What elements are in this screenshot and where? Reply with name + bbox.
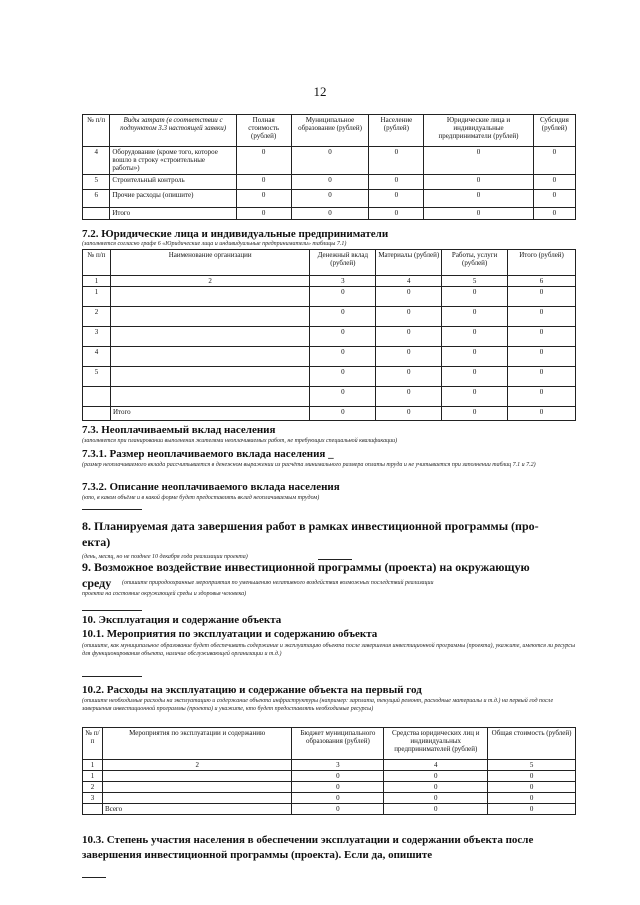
cell: Оборудование (кроме того, которое вошло в строку «строительные работы») [110, 147, 236, 175]
section-10-3-title-line1: 10.3. Степень участия населения в обеспечении эксплуатации и содержании объекта после [82, 834, 534, 846]
cell: 0 [442, 407, 508, 421]
cell: Строительный контроль [110, 175, 236, 190]
cell [102, 782, 291, 793]
cell: 3 [292, 760, 384, 771]
table-cost-types [82, 114, 576, 220]
cell: 4 [384, 760, 488, 771]
cell: 0 [292, 782, 384, 793]
table-maintenance-costs [82, 727, 576, 815]
section-7-3-1-note: (размер неоплачиваемого вклада рассчитывается в денежном выражении из расчёта минимального размера оплаты труда и не учитывается при заполнении таблиц 7.1 и 7.2) [82, 462, 536, 468]
cell: 0 [442, 367, 508, 387]
cell [110, 307, 309, 327]
table-header-row [83, 250, 576, 276]
cell: 0 [533, 190, 575, 208]
cell [110, 327, 309, 347]
table-total-row [83, 208, 576, 220]
table-row [83, 327, 576, 347]
cell: 6 [508, 276, 576, 287]
cell: 0 [310, 367, 376, 387]
cell: 0 [488, 782, 576, 793]
cell: Всего [102, 804, 291, 815]
cell: 3 [83, 793, 103, 804]
cell: 1 [83, 760, 103, 771]
cell: 0 [533, 208, 575, 220]
cell: 0 [369, 147, 424, 175]
col-header: Средства юридических лиц и индивидуальных предпринимателей (рублей) [384, 728, 488, 760]
table-header-row [83, 728, 576, 760]
cell: 0 [508, 367, 576, 387]
cell: 0 [376, 387, 442, 407]
cell: 0 [369, 208, 424, 220]
table-total-row [83, 407, 576, 421]
cell: 0 [236, 190, 291, 208]
cell: 0 [291, 208, 369, 220]
cell: 1 [83, 287, 111, 307]
cell [110, 347, 309, 367]
cell: 0 [508, 387, 576, 407]
cell: 4 [376, 276, 442, 287]
cell: 0 [376, 287, 442, 307]
cell: 0 [236, 147, 291, 175]
section-7-3-title: 7.3. Неоплачиваемый вклад населения [82, 424, 276, 436]
cell: 0 [442, 347, 508, 367]
cell: 0 [310, 347, 376, 367]
table-number-row [83, 276, 576, 287]
cell: 0 [508, 287, 576, 307]
cell: 0 [310, 327, 376, 347]
col-header: Итого (рублей) [508, 250, 576, 276]
cell: Итого [110, 208, 236, 220]
cell: 0 [533, 175, 575, 190]
section-8-title-line1: 8. Планируемая дата завершения работ в рамках инвестиционной программы (про- [82, 519, 539, 533]
cell: 0 [292, 771, 384, 782]
cell: 2 [102, 760, 291, 771]
cell: 0 [442, 287, 508, 307]
cell: 0 [424, 175, 534, 190]
cell: 0 [310, 307, 376, 327]
section-10-title: 10. Эксплуатация и содержание объекта [82, 614, 282, 626]
section-9-note-line1: (опишите природоохранные мероприятия по уменьшению негативного воздействия возможных последствий реализации [122, 580, 434, 586]
col-header: Население (рублей) [369, 115, 424, 147]
cell: 5 [488, 760, 576, 771]
cell: 0 [376, 347, 442, 367]
col-header: Виды затрат (в соответствии с подпунктом 3.3 настоящей заявки) [110, 115, 236, 147]
cell: 0 [442, 387, 508, 407]
col-header: Материалы (рублей) [376, 250, 442, 276]
cell: 0 [384, 804, 488, 815]
cell: 2 [110, 276, 309, 287]
blank-line [82, 610, 142, 611]
cell: 0 [508, 407, 576, 421]
cell: 0 [376, 407, 442, 421]
cell: 0 [376, 307, 442, 327]
table-row [83, 387, 576, 407]
section-10-3-title-line2: завершения инвестиционной программы (проекта). Если да, опишите [82, 849, 433, 861]
cell: 0 [369, 175, 424, 190]
section-7-2-title: 7.2. Юридические лица и индивидуальные предприниматели [82, 228, 389, 240]
cell [83, 804, 103, 815]
table-row [83, 175, 576, 190]
table-total-row [83, 804, 576, 815]
cell: 0 [310, 387, 376, 407]
cell [110, 367, 309, 387]
blank-line [82, 509, 142, 510]
col-header: Мероприятия по эксплуатации и содержанию [102, 728, 291, 760]
table-row [83, 367, 576, 387]
table-header-row [83, 115, 576, 147]
table-row [83, 347, 576, 367]
cell: 4 [83, 147, 110, 175]
cell: 3 [83, 327, 111, 347]
section-7-3-1-title: 7.3.1. Размер неоплачиваемого вклада населения _ [82, 448, 334, 460]
cell: Итого [110, 407, 309, 421]
section-7-2-note: (заполняется согласно графе 6 «Юридические лица и индивидуальные предприниматели» таблицы 7.1) [82, 241, 347, 247]
cell: 0 [442, 307, 508, 327]
section-10-2-title: 10.2. Расходы на эксплуатацию и содержание объекта на первый год [82, 684, 422, 696]
blank-line [82, 877, 106, 878]
section-7-3-2-note: (кто, в каком объёме и в какой форме будет предоставлять вклад неоплачиваемым трудом) [82, 495, 320, 501]
col-header: № п/п [83, 728, 103, 760]
col-header: Юридические лица и индивидуальные предприниматели (рублей) [424, 115, 534, 147]
blank-line [82, 676, 142, 677]
col-header: Общая стоимость (рублей) [488, 728, 576, 760]
section-9-note-line2: проекта на состояние окружающей среды и здоровья человека) [82, 591, 247, 597]
cell: 0 [424, 208, 534, 220]
cell: 0 [424, 147, 534, 175]
cell: 0 [376, 367, 442, 387]
cell: 0 [292, 793, 384, 804]
cell: Прочие расходы (опишите) [110, 190, 236, 208]
cell: 0 [442, 327, 508, 347]
cell [110, 387, 309, 407]
section-9-title-line2: среду [82, 576, 112, 590]
cell: 5 [442, 276, 508, 287]
col-header: Полная стоимость (рублей) [236, 115, 291, 147]
section-7-3-note: (заполняется при планировании выполнения жителями неоплачиваемых работ, не требующих специальной квалификации) [82, 438, 398, 444]
cell: 6 [83, 190, 110, 208]
col-header: № п/п [83, 250, 111, 276]
section-8-note: (день, месяц, но не позднее 10 декабря года реализации проекта) [82, 554, 248, 560]
cell: 0 [310, 407, 376, 421]
cell: 0 [236, 175, 291, 190]
cell: 0 [291, 147, 369, 175]
section-10-1-title: 10.1. Мероприятия по эксплуатации и содержанию объекта [82, 628, 378, 640]
cell: 3 [310, 276, 376, 287]
table-row [83, 782, 576, 793]
cell: 0 [508, 347, 576, 367]
col-header: Бюджет муниципального образования (рублей) [292, 728, 384, 760]
cell: 4 [83, 347, 111, 367]
cell: 0 [376, 327, 442, 347]
cell: 1 [83, 771, 103, 782]
section-10-1-note: (опишите, как муниципальное образование будет обеспечивать содержание и эксплуатацию объекта после завершения инвестиционной программы (проекта), укажите, имеются ли ресурсы для функционирования объекта, наличие обслуживающей организации и т.д.) [82, 643, 576, 657]
cell: 2 [83, 782, 103, 793]
cell: 0 [508, 327, 576, 347]
table-row [83, 287, 576, 307]
cell [83, 208, 110, 220]
cell [83, 407, 111, 421]
cell: 2 [83, 307, 111, 327]
table-row [83, 771, 576, 782]
table-row [83, 190, 576, 208]
cell: 0 [424, 190, 534, 208]
cell: 5 [83, 175, 110, 190]
cell: 0 [488, 804, 576, 815]
cell [83, 387, 111, 407]
cell: 0 [236, 208, 291, 220]
table-number-row [83, 760, 576, 771]
cell: 1 [83, 276, 111, 287]
cell: 0 [384, 793, 488, 804]
cell: 0 [291, 190, 369, 208]
col-header: Денежный вклад (рублей) [310, 250, 376, 276]
cell: 0 [384, 771, 488, 782]
page-number: 12 [313, 84, 327, 99]
col-header: Субсидия (рублей) [533, 115, 575, 147]
cell: 0 [384, 782, 488, 793]
col-header: № п/п [83, 115, 110, 147]
col-header: Муниципальное образование (рублей) [291, 115, 369, 147]
table-row [83, 147, 576, 175]
section-8-title-line2: екта) [82, 535, 111, 549]
section-10-2-note: (опишите необходимые расходы на эксплуатацию и содержание объекта инфраструктуры (например: зарплата, текущий ремонт, расходные материалы и т.д.) на первый год после завершения инвестиционной программы (проекта) и укажите, кто будет предоставлять необходимые ресурсы) [82, 698, 554, 712]
cell: 0 [291, 175, 369, 190]
col-header: Наименование организации [110, 250, 309, 276]
table-row [83, 793, 576, 804]
cell: 0 [310, 287, 376, 307]
section-7-3-2-title: 7.3.2. Описание неоплачиваемого вклада населения [82, 481, 340, 493]
cell: 0 [488, 771, 576, 782]
cell [102, 771, 291, 782]
cell: 5 [83, 367, 111, 387]
table-row [83, 307, 576, 327]
cell: 0 [533, 147, 575, 175]
cell [110, 287, 309, 307]
cell [102, 793, 291, 804]
cell: 0 [369, 190, 424, 208]
cell: 0 [292, 804, 384, 815]
table-legal-entities [82, 249, 576, 421]
col-header: Работы, услуги (рублей) [442, 250, 508, 276]
section-9-title-line1: 9. Возможное воздействие инвестиционной программы (проекта) на окружающую [82, 560, 530, 574]
cell: 0 [488, 793, 576, 804]
cell: 0 [508, 307, 576, 327]
